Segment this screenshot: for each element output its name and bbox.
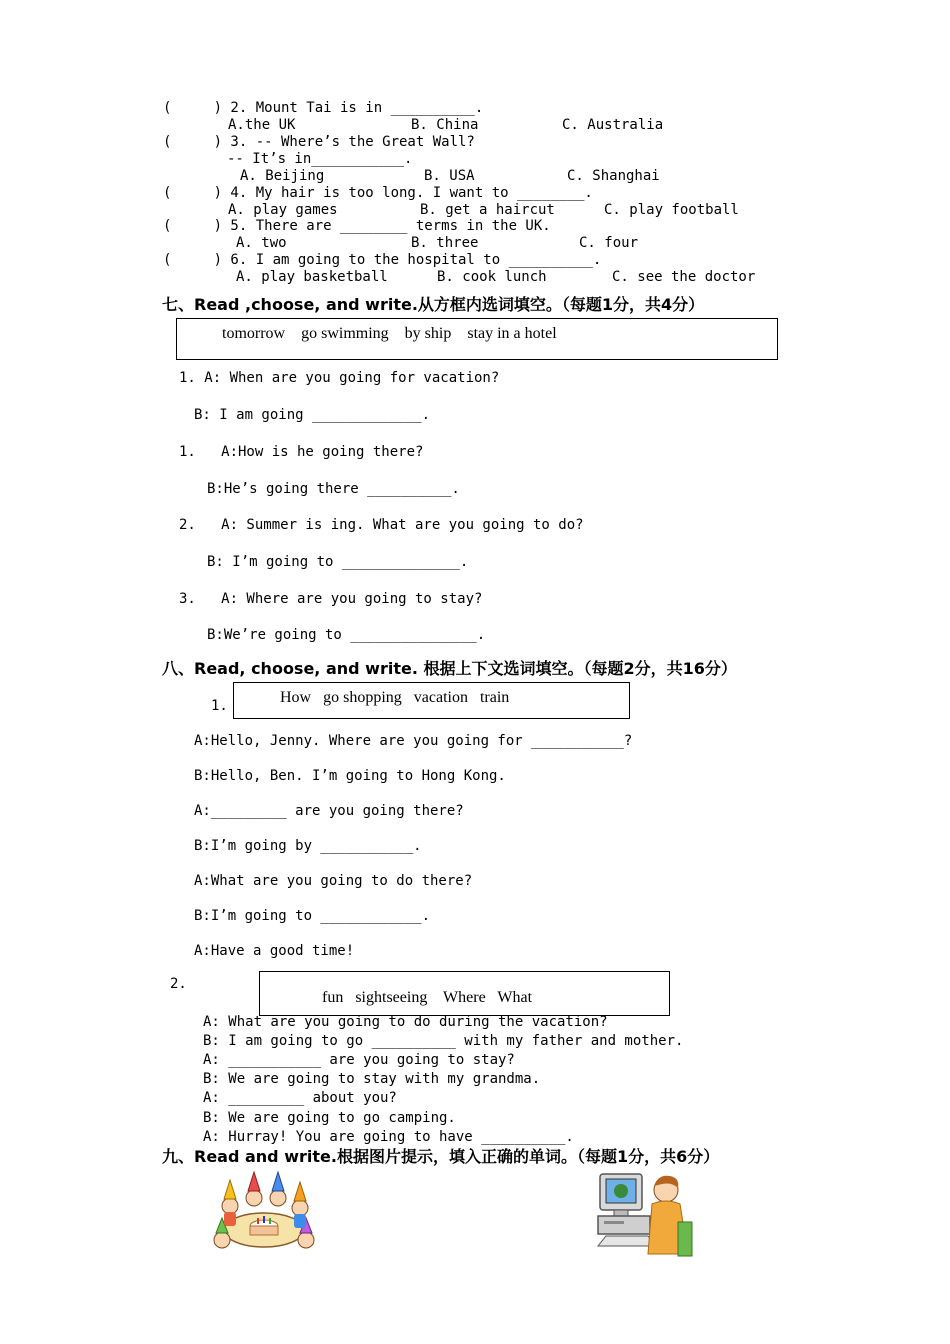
section-7-line: B:We’re going to _______________. [207,627,486,643]
question-3-option-a: A. Beijing [240,168,325,184]
question-2-option-b: B. China [411,117,479,133]
dialogue-2-line: A: ___________ are you going to stay? [203,1052,515,1068]
question-6-option-c: C. see the doctor [612,269,756,285]
dialogue-2-line: A: _________ about you? [203,1090,397,1106]
question-4-stem: ( ) 4. My hair is too long. I want to ________. [163,185,593,201]
question-6-option-a: A. play basketball [236,269,388,285]
question-6-stem: ( ) 6. I am going to the hospital to __________. [163,252,602,268]
section-7-line: 2. A: Summer is ing. What are you going to do? [179,517,584,533]
question-4-option-c: C. play football [604,202,739,218]
section-8-word-box-2 [259,971,670,1016]
section-7-line: 1. A: When are you going for vacation? [179,370,500,386]
dialogue-1-line: A:Hello, Jenny. Where are you going for ___________? [194,733,633,749]
question-4-option-a: A. play games [228,202,338,218]
section-7-line: 1. A:How is he going there? [179,444,424,460]
section-7-line: 3. A: Where are you going to stay? [179,591,483,607]
section-8-part-1-number: 1. [211,698,228,714]
section-7-word-box-text: tomorrow go swimming by ship stay in a hotel [222,325,557,342]
section-7-line: B: I am going _____________. [194,407,431,423]
dialogue-1-line: A:_________ are you going there? [194,803,464,819]
question-2-option-a: A.the UK [228,117,296,133]
dialogue-1-line: B:I’m going to ____________. [194,908,431,924]
question-5-option-c: C. four [579,235,639,251]
dialogue-2-line: B: We are going to go camping. [203,1110,456,1126]
question-2-option-c: C. Australia [562,117,664,133]
question-3-stem: ( ) 3. -- Where’s the Great Wall? [163,134,475,150]
birthday-party-picture [210,1168,318,1260]
question-3-option-c: C. Shanghai [567,168,660,184]
question-5-option-a: A. two [236,235,287,251]
question-6-option-b: B. cook lunch [437,269,547,285]
question-4-option-b: B. get a haircut [420,202,555,218]
section-9-heading: 九、Read and write.根据图片提示，填入正确的单词。（每题1分，共6分） [162,1147,720,1166]
dialogue-2-line: A: Hurray! You are going to have __________. [203,1129,574,1145]
question-5-option-b: B. three [411,235,479,251]
dialogue-1-line: A:What are you going to do there? [194,873,473,889]
section-7-word-box [176,318,778,360]
dialogue-1-line: B:I’m going by ___________. [194,838,422,854]
dialogue-2-line: B: We are going to stay with my grandma. [203,1071,541,1087]
question-3-stem-line2: -- It’s in___________. [227,151,413,167]
section-8-part-2-number: 2. [170,976,187,992]
dialogue-2-line: A: What are you going to do during the vacation? [203,1014,608,1030]
computer-user-picture [596,1170,696,1258]
section-7-heading: 七、Read ,choose, and write.从方框内选词填空。（每题1分，共4分） [162,295,705,314]
section-7-line: B: I’m going to ______________. [207,554,469,570]
section-8-word-box-1 [233,682,630,719]
question-3-option-b: B. USA [424,168,475,184]
section-7-line: B:He’s going there __________. [207,481,460,497]
dialogue-2-line: B: I am going to go __________ with my father and mother. [203,1033,684,1049]
section-8-word-box-1-text: How go shopping vacation train [280,689,510,706]
dialogue-1-line: A:Have a good time! [194,943,355,959]
question-5-stem: ( ) 5. There are ________ terms in the UK. [163,218,551,234]
dialogue-1-line: B:Hello, Ben. I’m going to Hong Kong. [194,768,506,784]
section-8-word-box-2-text: fun sightseeing Where What [322,989,533,1006]
section-8-heading: 八、Read, choose, and write. 根据上下文选词填空。（每题2分，共16分） [162,659,737,678]
question-2-stem: ( ) 2. Mount Tai is in __________. [163,100,484,116]
